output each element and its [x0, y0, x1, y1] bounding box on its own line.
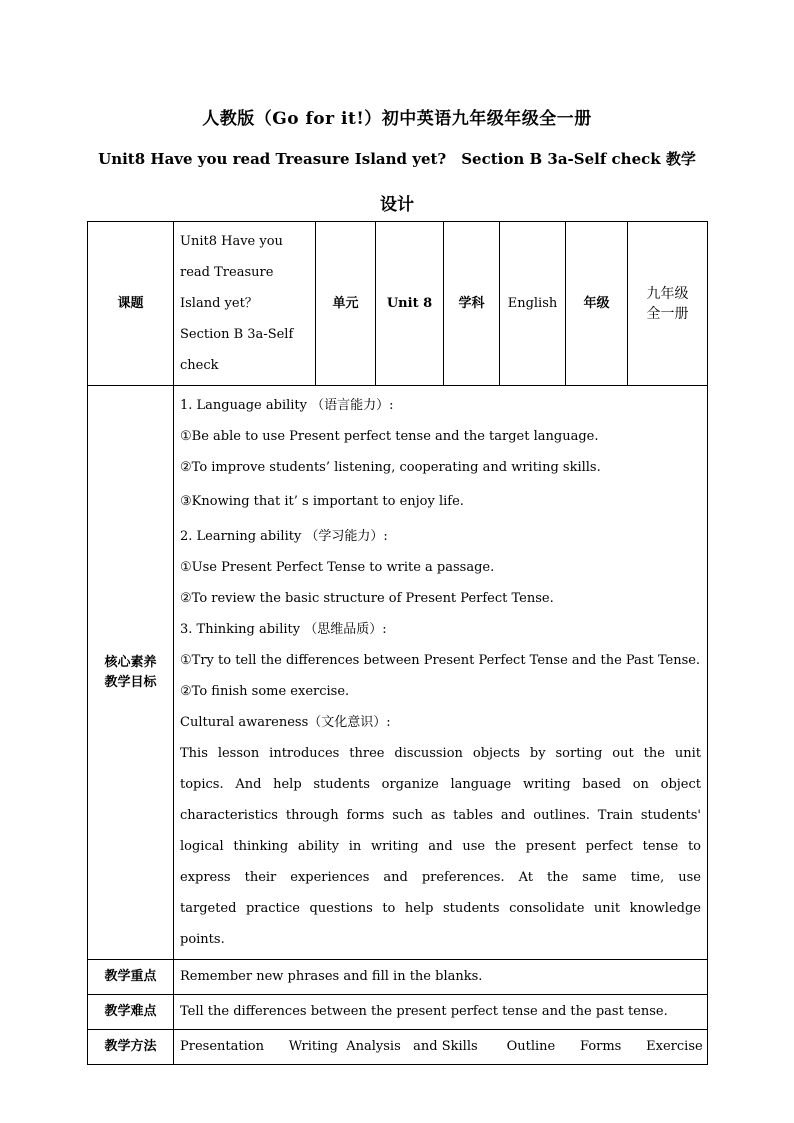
doc-subtitle-continued: 设计 [380, 195, 414, 215]
grade-label: 年级 [566, 222, 628, 386]
cultural-awareness-paragraph: This lesson introduces three discussion objects by sorting out the unit topics. And help students organize language writing based on object characteristics through forms such as tables and outlines. Train students' logical thinking ability in writing and use the present perfect tense to express their experiences and preferences. At the same time, use targeted practice questions to help students consolidate unit knowledge points. [180, 746, 701, 947]
objective-item: ②To improve students’ listening, cooperating and writing skills. [180, 460, 601, 475]
topic-label: 课题 [88, 222, 174, 386]
key-points-label: 教学重点 [88, 960, 174, 995]
objective-item: 2. Learning ability （学习能力）: [180, 529, 388, 544]
topic-line: Section B 3a-Self [180, 327, 294, 342]
key-points-value: Remember new phrases and fill in the blanks. [174, 960, 708, 995]
methods-label: 教学方法 [88, 1030, 174, 1065]
difficulties-label: 教学难点 [88, 995, 174, 1030]
doc-title: 人教版（Go for it!）初中英语九年级年级全一册 [202, 109, 592, 129]
doc-subtitle: Unit8 Have you read Treasure Island yet? Section B 3a-Self check 教学 [98, 150, 696, 168]
objective-item: Cultural awareness（文化意识）: [180, 715, 391, 730]
difficulties-value: Tell the differences between the present perfect tense and the past tense. [174, 995, 708, 1030]
objectives-label-line: 教学目标 [104, 674, 157, 690]
objective-item: ①Try to tell the differences between Present Perfect Tense and the Past Tense. [180, 653, 701, 668]
topic-line: Island yet？ [180, 296, 258, 311]
objective-item: ②To review the basic structure of Present Perfect Tense. [180, 591, 554, 606]
lesson-plan-table [87, 221, 708, 1065]
subject-label: 学科 [444, 222, 500, 386]
unit-value: Unit 8 [376, 222, 444, 386]
grade-line: 九年级 [646, 285, 689, 302]
objective-item: ①Be able to use Present perfect tense and the target language. [180, 429, 599, 444]
objective-item: 1. Language ability （语言能力）: [180, 398, 394, 413]
objective-item: ③Knowing that it’ s important to enjoy life. [180, 494, 464, 509]
objectives-row [88, 386, 708, 960]
topic-line: Unit8 Have you [180, 234, 283, 249]
objectives-label-line: 核心素养 [104, 654, 157, 670]
methods-row [88, 1030, 708, 1065]
grade-value [628, 222, 708, 386]
topic-row [88, 222, 708, 386]
objectives-label [88, 386, 174, 960]
key-points-row [88, 960, 708, 995]
grade-line: 全一册 [646, 305, 689, 322]
objective-item: 3. Thinking ability （思维品质）: [180, 622, 387, 637]
methods-value: Presentation Writing Analysis and Skills Outline Forms Exercise [174, 1030, 708, 1065]
topic-line: read Treasure [180, 265, 274, 280]
unit-label: 单元 [316, 222, 376, 386]
objective-item: ②To finish some exercise. [180, 684, 350, 699]
topic-line: check [180, 358, 219, 373]
topic-value [174, 222, 316, 386]
difficulties-row [88, 995, 708, 1030]
objectives-content [174, 386, 708, 960]
objective-item: ①Use Present Perfect Tense to write a passage. [180, 560, 495, 575]
subject-value: English [500, 222, 566, 386]
